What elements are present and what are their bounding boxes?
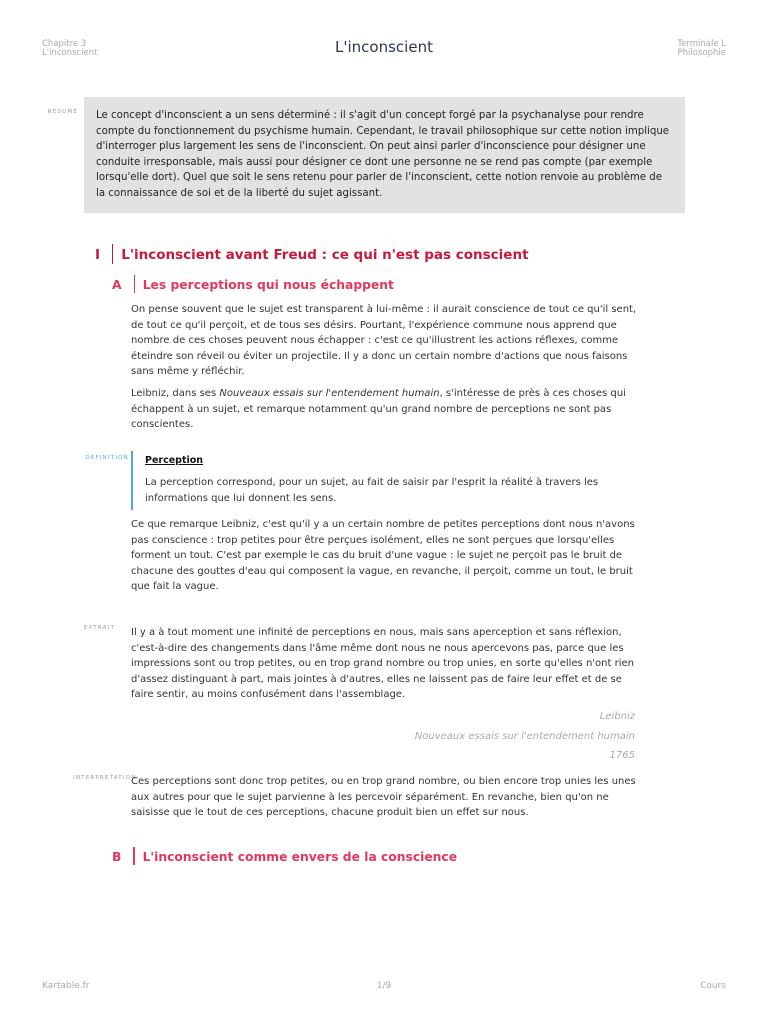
footer-type: Cours bbox=[700, 981, 726, 991]
heading-divider bbox=[133, 847, 134, 865]
footer-site: Kartable.fr bbox=[42, 981, 90, 991]
definition-box bbox=[131, 451, 645, 510]
extract-citation bbox=[415, 707, 635, 766]
extract-label: EXTRAIT bbox=[83, 625, 115, 631]
interpretation-label: INTERPRÉTATION bbox=[73, 775, 137, 781]
definition-text: La perception correspond, pour un sujet, au fait de saisir par l'esprit la réalité à travers les informations que lui donnent les sens. bbox=[145, 477, 599, 504]
interpretation-text: Ces perceptions sont donc trop petites, ou en trop grand nombre, ou bien encore trop unies les unes aux autres pour que le sujet parvienne à les percevoir séparément. En revanche, bien qu'on ne saisisse que le tout de ces perceptions, chacune produit bien un effet sur nous. bbox=[131, 776, 636, 818]
citation-work: Nouveaux essais sur l'entendement humain bbox=[414, 730, 635, 742]
section-title: L'inconscient avant Freud : ce qui n'est pas conscient bbox=[121, 247, 529, 263]
header-level: Terminale L bbox=[677, 39, 726, 49]
header-subject: Philosophie bbox=[677, 48, 726, 58]
citation-author: Leibniz bbox=[599, 711, 635, 722]
subsection-heading-a bbox=[112, 275, 394, 293]
resume-text: Le concept d'inconscient a un sens déterminé : il s'agit d'un concept forgé par la psychanalyse pour rendre compte du fonctionnement du psychisme humain. Cependant, le travail philosophique sur cette notion implique d'interroger plus largement les sens de l'inconscient. On peut ainsi parler d'inconscience pour désigner une conduite irresponsable, mais aussi pour désigner ce dont une personne ne se rend pas compte (par exemple lorsqu'elle dort). Quel que soit le sens retenu pour parler de l'inconscient, cette notion renvoie au problème de la connaissance de soi et de la liberté du sujet agissant. bbox=[96, 110, 670, 199]
subsection-title: Les perceptions qui nous échappent bbox=[142, 278, 394, 292]
extract-quote: Il y a à tout moment une infinité de perceptions en nous, mais sans aperception et sans réflexion, c'est-à-dire des changements dans l'âme même dont nous ne nous apercevons pas, parce que les impressions sont ou trop petites, ou en trop grand nombre ou trop unies, en sorte qu'elles n'ont rien d'assez distinguant à part, mais jointes à d'autres, elles ne laissent pas de faire leur effet et de se faire sentir, au moins confusément dans l'assemblage. bbox=[131, 627, 634, 700]
header-chapter-name: L'inconscient bbox=[42, 48, 98, 58]
paragraph-3: Ce que remarque Leibniz, c'est qu'il y a un certain nombre de petites perceptions dont nous n'avons pas conscience : trop petites pour être perçues isolément, elles ne sont perçues que lorsqu'elles forment un tout. C'est par exemple le cas du bruit d'une vague : le sujet ne perçoit pas le bruit de chacune des gouttes d'eau qui composent la vague, en revanche, il perçoit, comme un tout, le bruit que fait la vague. bbox=[131, 519, 635, 592]
definition-label: DÉFINITION bbox=[85, 455, 129, 461]
paragraph-1: On pense souvent que le sujet est transparent à lui-même : il aurait conscience de tout ce qu'il sent, de tout ce qu'il perçoit, et de tous ses désirs. Pourtant, l'expérience commune nous apprend que nombre de ces choses peuvent nous échapper : c'est ce qu'illustrent les actions réflexes, comme éteindre son réveil ou éviter un projectile. Il y a donc un certain nombre d'actions que nous faisons sans même y réfléchir. bbox=[131, 304, 637, 377]
book-title: Nouveaux essais sur l'entendement humain bbox=[219, 388, 440, 399]
definition-term: Perception bbox=[145, 455, 204, 466]
heading-divider bbox=[112, 244, 113, 264]
resume-box bbox=[84, 97, 685, 213]
section-number: I bbox=[95, 247, 101, 263]
paragraph-2 bbox=[131, 386, 641, 433]
header-chapter-number: Chapitre 3 bbox=[42, 39, 87, 49]
header-class bbox=[677, 40, 726, 58]
paragraph-2-text-start: Leibniz, dans ses bbox=[131, 388, 220, 399]
page-number: 1/9 bbox=[376, 981, 392, 991]
citation-year: 1765 bbox=[609, 750, 635, 762]
page-title: L'inconscient bbox=[335, 38, 433, 56]
subsection-heading-b bbox=[112, 847, 457, 865]
resume-label: RÉSUMÉ bbox=[47, 109, 78, 115]
heading-divider bbox=[134, 275, 135, 293]
paragraph-2-text-end: , s'intéresse de près à ces choses qui échappent à un sujet, et remarque notamment qu'un grand nombre de perceptions ne sont pas conscientes. bbox=[131, 388, 626, 430]
section-heading-1 bbox=[95, 244, 529, 264]
subsection-title: L'inconscient comme envers de la conscience bbox=[142, 850, 458, 864]
subsection-letter: B bbox=[112, 850, 122, 864]
subsection-letter: A bbox=[112, 278, 122, 292]
